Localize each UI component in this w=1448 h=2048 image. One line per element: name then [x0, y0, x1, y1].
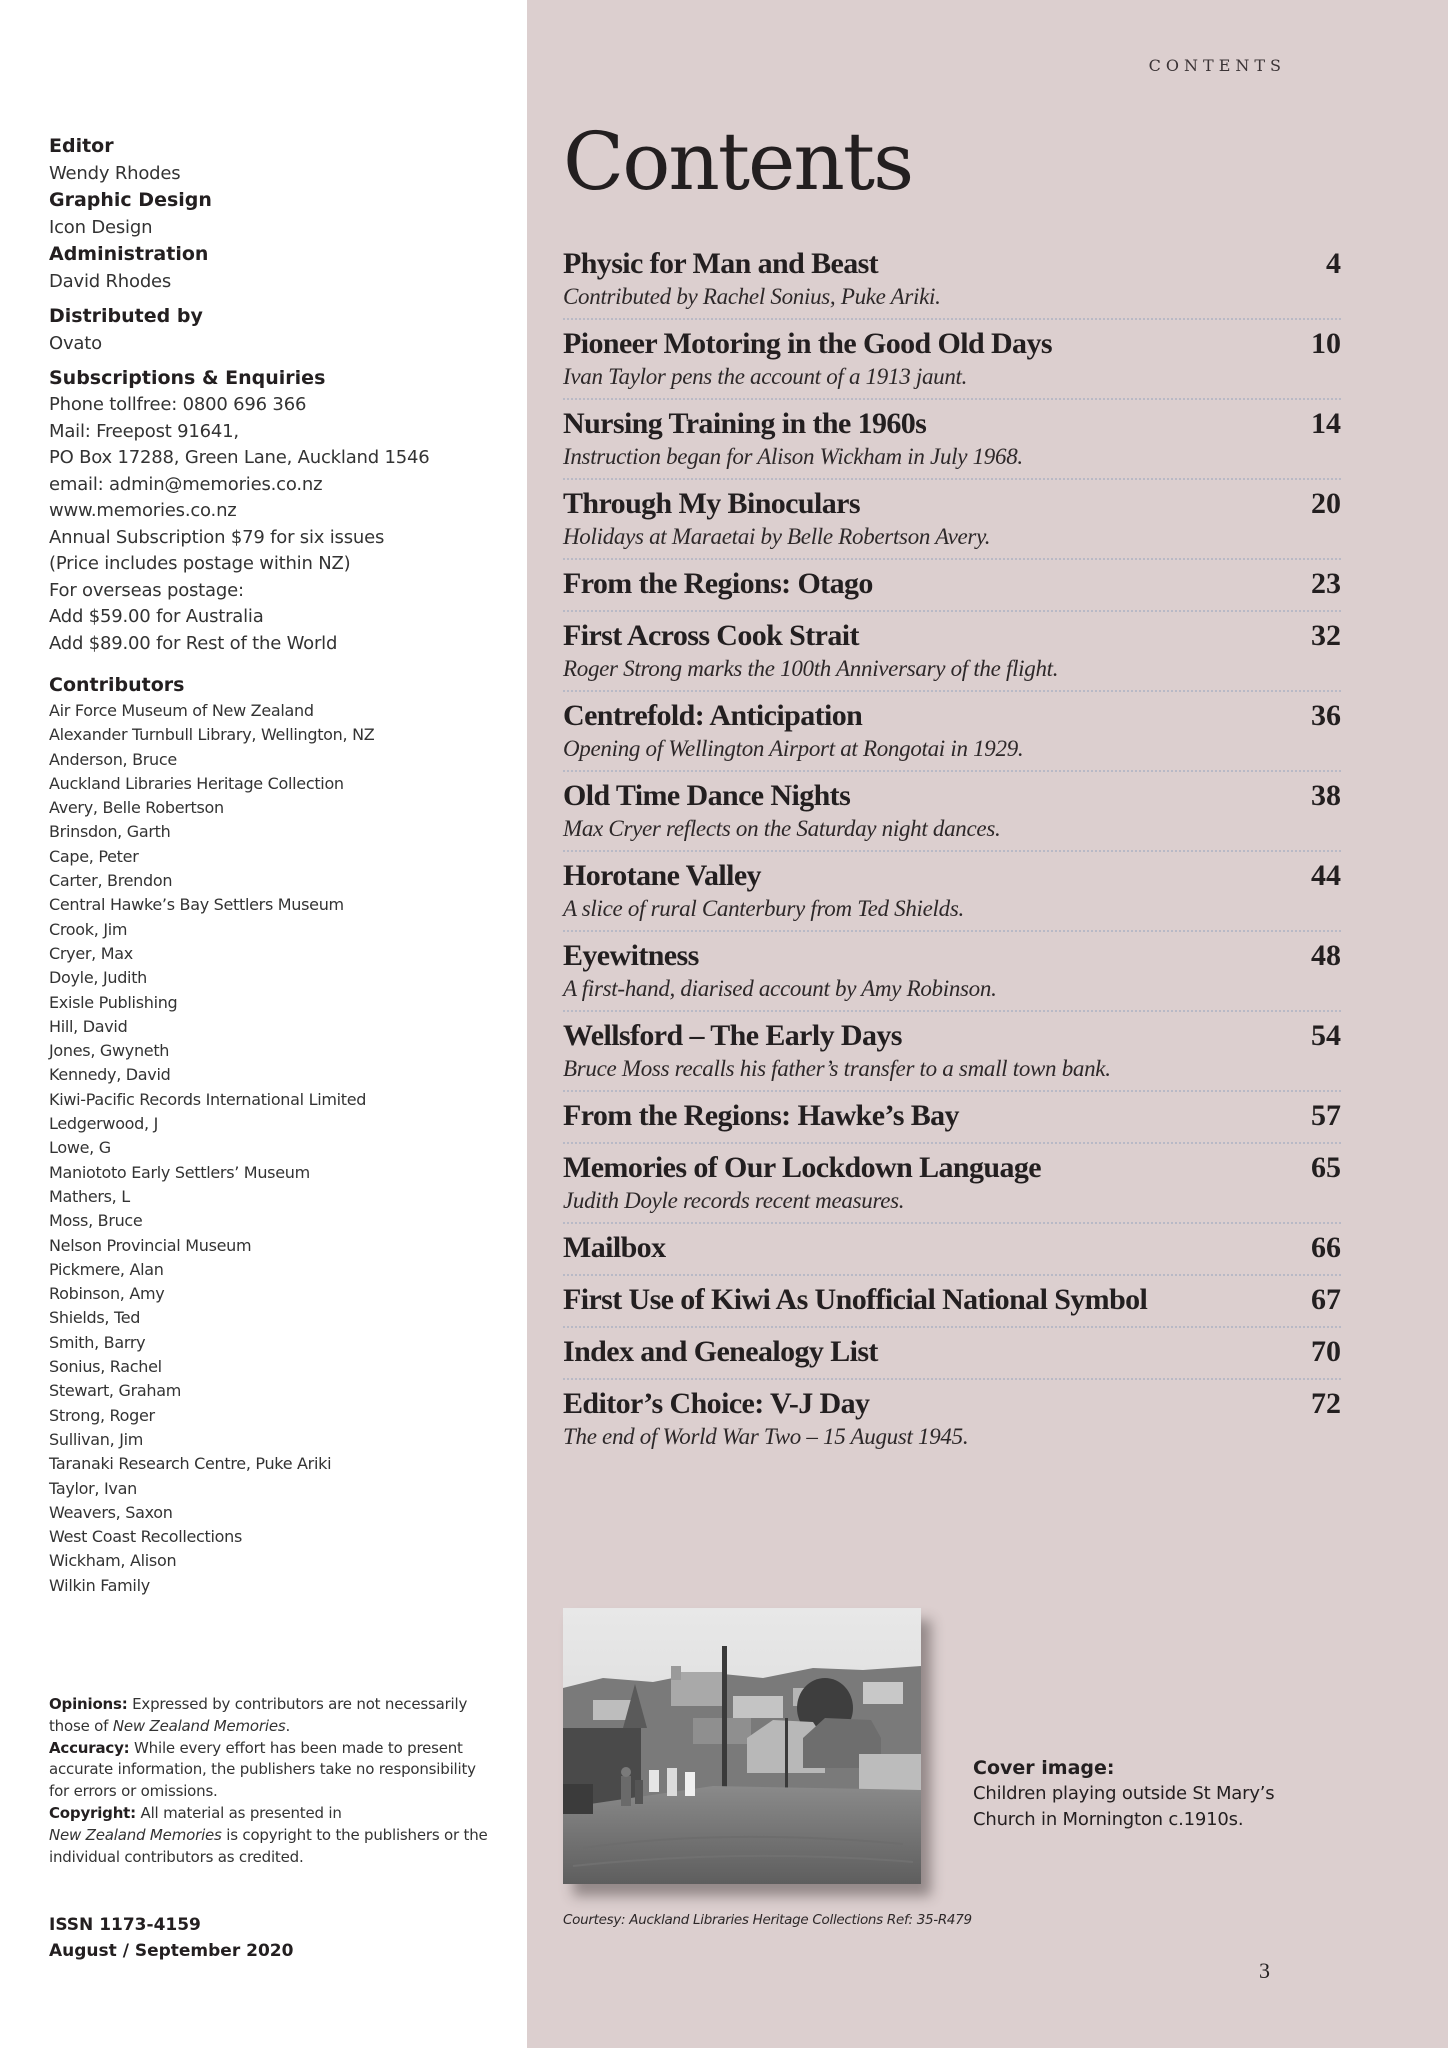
- issue-info: [49, 1912, 293, 1964]
- contributor-item: Weavers, Saxon: [49, 1502, 173, 1522]
- toc-entry[interactable]: [563, 852, 1341, 932]
- toc-entry-title[interactable]: First Across Cook Strait: [563, 619, 859, 652]
- contributor-item: Sonius, Rachel: [49, 1357, 162, 1377]
- contributor-item: Ledgerwood, J: [49, 1114, 159, 1134]
- toc-entry-row: [563, 325, 1341, 363]
- toc-entry-description: Opening of Wellington Airport at Rongotai in 1929.: [563, 736, 1024, 761]
- toc-entry-row: [563, 565, 1341, 603]
- contributor-item: Central Hawke’s Bay Settlers Museum: [49, 895, 344, 915]
- contributor-item: Stewart, Graham: [49, 1381, 182, 1401]
- toc-entry-title[interactable]: Mailbox: [563, 1231, 666, 1264]
- toc-entry-row: [563, 405, 1341, 443]
- toc-entry[interactable]: [563, 240, 1341, 320]
- toc-entry-description: Instruction began for Alison Wickham in July 1968.: [563, 444, 1023, 469]
- toc-entry-page: 4: [1326, 247, 1341, 280]
- toc-entry-page: 36: [1311, 699, 1341, 732]
- opinions-end: .: [285, 1716, 291, 1735]
- toc-entry[interactable]: [563, 480, 1341, 560]
- toc-entry-title[interactable]: Centrefold: Anticipation: [563, 699, 863, 732]
- toc-entry-page: 70: [1311, 1335, 1341, 1368]
- copyright-text: All material as presented in: [135, 1803, 342, 1822]
- contributor-item: Air Force Museum of New Zealand: [49, 701, 314, 720]
- page-number: 3: [1259, 1958, 1270, 1983]
- accuracy-text: While every effort has been made to present accurate information, the publishers take no responsibility for errors or omissions.: [49, 1738, 476, 1801]
- subscriptions-line: For overseas postage:: [49, 579, 244, 601]
- toc-entry-description: A first-hand, diarised account by Amy Robinson.: [563, 976, 997, 1001]
- contributor-item: Strong, Roger: [49, 1405, 155, 1425]
- toc-entry-title[interactable]: From the Regions: Otago: [563, 567, 873, 600]
- toc-entry[interactable]: [563, 1144, 1341, 1224]
- photo-credit: Courtesy: Auckland Libraries Heritage Collections Ref: 35-R479: [563, 1912, 972, 1928]
- subscriptions-label: Subscriptions & Enquiries: [49, 367, 326, 389]
- publication-name: New Zealand Memories: [112, 1716, 286, 1735]
- contributor-item: Pickmere, Alan: [49, 1259, 164, 1279]
- contributor-item: Lowe, G: [49, 1138, 111, 1158]
- contributor-item: Anderson, Bruce: [49, 749, 177, 769]
- toc-entry[interactable]: [563, 932, 1341, 1012]
- cover-caption-text: Children playing outside St Mary’s Church in Mornington c.1910s.: [973, 1783, 1275, 1830]
- toc-entry-row: [563, 697, 1341, 735]
- toc-entry[interactable]: [563, 692, 1341, 772]
- toc-entry-title[interactable]: Nursing Training in the 1960s: [563, 407, 927, 440]
- contributor-item: Cryer, Max: [49, 943, 133, 963]
- subscriptions-line: PO Box 17288, Green Lane, Auckland 1546: [49, 447, 430, 468]
- distributed-label: Distributed by: [49, 305, 203, 327]
- contributor-item: Mathers, L: [49, 1186, 130, 1206]
- contributor-item: West Coast Recollections: [49, 1527, 243, 1547]
- toc-entry[interactable]: [563, 772, 1341, 852]
- contributor-item: Robinson, Amy: [49, 1284, 165, 1304]
- cover-caption-label: Cover image:: [973, 1757, 1115, 1779]
- toc-entry-page: 20: [1311, 487, 1341, 520]
- toc-entry-title[interactable]: Physic for Man and Beast: [563, 247, 879, 280]
- publication-name: New Zealand Memories: [49, 1825, 222, 1844]
- toc-entry[interactable]: [563, 1276, 1341, 1328]
- contributor-item: Kennedy, David: [49, 1065, 171, 1085]
- admin-label: Administration: [49, 243, 209, 265]
- contributor-item: Kiwi-Pacific Records International Limited: [49, 1089, 367, 1109]
- subscriptions-line: Add $59.00 for Australia: [49, 606, 264, 627]
- toc-entry-description: Roger Strong marks the 100th Anniversary of the flight.: [563, 656, 1059, 681]
- toc-entry[interactable]: [563, 1224, 1341, 1276]
- editor-name: Wendy Rhodes: [49, 163, 181, 184]
- running-head: CONTENTS: [1148, 56, 1286, 75]
- toc-entry-title[interactable]: Old Time Dance Nights: [563, 779, 851, 812]
- contributor-item: Alexander Turnbull Library, Wellington, NZ: [49, 725, 375, 745]
- toc-entry-row: [563, 1149, 1341, 1187]
- contributor-item: Doyle, Judith: [49, 968, 148, 988]
- toc-entry-row: [563, 1333, 1341, 1371]
- contributor-item: Sullivan, Jim: [49, 1429, 144, 1449]
- contributor-item: Maniototo Early Settlers’ Museum: [49, 1162, 310, 1182]
- subscriptions-line: (Price includes postage within NZ): [49, 553, 351, 574]
- masthead-column: [0, 0, 527, 2048]
- contributor-item: Brinsdon, Garth: [49, 822, 171, 842]
- toc-entry-description: Contributed by Rachel Sonius, Puke Ariki.: [563, 284, 941, 309]
- toc-entry-row: [563, 485, 1341, 523]
- issn-number: ISSN 1173-4159: [49, 1915, 201, 1935]
- accuracy-label: Accuracy:: [49, 1738, 130, 1757]
- toc-entry-page: 32: [1311, 619, 1341, 652]
- opinions-label: Opinions:: [49, 1695, 128, 1713]
- contributor-item: Hill, David: [49, 1016, 128, 1036]
- toc-entry-page: 66: [1311, 1231, 1341, 1264]
- toc-entry-row: [563, 245, 1341, 283]
- toc-entry-page: 38: [1311, 779, 1341, 812]
- email-link[interactable]: email: admin@memories.co.nz: [49, 473, 323, 495]
- toc-entry-description: Bruce Moss recalls his father’s transfer to a small town bank.: [563, 1056, 1111, 1081]
- contributor-item: Taranaki Research Centre, Puke Ariki: [49, 1454, 332, 1474]
- cover-photo: [563, 1608, 921, 1884]
- toc-entry-row: [563, 777, 1341, 815]
- toc-entry-row: [563, 1281, 1341, 1319]
- toc-entry[interactable]: [563, 612, 1341, 692]
- toc-entry[interactable]: [563, 1092, 1341, 1144]
- design-label: Graphic Design: [49, 189, 212, 211]
- contributors-label: Contributors: [49, 674, 185, 696]
- toc-entry-page: 44: [1311, 859, 1341, 892]
- contributor-item: Moss, Bruce: [49, 1211, 143, 1231]
- toc-entry-title[interactable]: Wellsford – The Early Days: [563, 1019, 902, 1052]
- toc-entry-title[interactable]: Eyewitness: [563, 939, 699, 972]
- copyright-text-continued: is copyright to the publishers or the individual contributors as credited.: [49, 1825, 488, 1866]
- subscriptions-details: [49, 392, 519, 657]
- toc-entry[interactable]: [563, 1328, 1341, 1380]
- toc-entry[interactable]: [563, 1380, 1341, 1458]
- contributor-item: Jones, Gwyneth: [49, 1041, 170, 1061]
- toc-entry-description: Ivan Taylor pens the account of a 1913 jaunt.: [563, 364, 968, 389]
- toc-entry-row: [563, 617, 1341, 655]
- toc-entry-title[interactable]: Index and Genealogy List: [563, 1335, 878, 1368]
- toc-entry-title[interactable]: Through My Binoculars: [563, 487, 860, 520]
- toc-entry-page: 67: [1311, 1283, 1341, 1316]
- toc-entry-row: [563, 937, 1341, 975]
- toc-entry[interactable]: [563, 320, 1341, 400]
- toc-entry-page: 65: [1311, 1151, 1341, 1184]
- contents-panel: [527, 0, 1448, 2048]
- toc-entry-page: 72: [1311, 1387, 1341, 1420]
- toc-entry-row: [563, 857, 1341, 895]
- toc-entry-title[interactable]: Pioneer Motoring in the Good Old Days: [563, 327, 1052, 360]
- cover-photo-image: [563, 1608, 921, 1884]
- issue-date: August / September 2020: [49, 1941, 294, 1961]
- masthead: [49, 133, 519, 1598]
- toc-entry-row: [563, 1229, 1341, 1267]
- toc-entry-page: 48: [1311, 939, 1341, 972]
- contributor-item: Smith, Barry: [49, 1332, 146, 1352]
- disclaimer-notes: [49, 1694, 499, 1868]
- contributor-item: Wilkin Family: [49, 1575, 150, 1595]
- toc-entry-description: Holidays at Maraetai by Belle Robertson Avery.: [563, 524, 991, 549]
- contributor-item: Crook, Jim: [49, 919, 128, 939]
- contributor-item: Nelson Provincial Museum: [49, 1235, 252, 1255]
- table-of-contents: [563, 240, 1341, 1458]
- toc-entry-description: Max Cryer reflects on the Saturday night dances.: [563, 816, 1001, 841]
- toc-entry-title[interactable]: Editor’s Choice: V-J Day: [563, 1387, 870, 1420]
- toc-entry-title[interactable]: Memories of Our Lockdown Language: [563, 1151, 1041, 1184]
- toc-entry[interactable]: [563, 560, 1341, 612]
- page-title: Contents: [563, 115, 913, 208]
- contributor-item: Shields, Ted: [49, 1308, 141, 1328]
- toc-entry-description: The end of World War Two – 15 August 1945.: [563, 1424, 969, 1449]
- toc-entry-title[interactable]: First Use of Kiwi As Unofficial National Symbol: [563, 1283, 1148, 1316]
- subscriptions-line: Add $89.00 for Rest of the World: [49, 632, 338, 654]
- toc-entry-page: 57: [1311, 1099, 1341, 1132]
- toc-entry-description: Judith Doyle records recent measures.: [563, 1188, 905, 1213]
- toc-entry-page: 54: [1311, 1019, 1341, 1052]
- contributor-item: Carter, Brendon: [49, 871, 173, 891]
- subscriptions-line: Annual Subscription $79 for six issues: [49, 526, 385, 548]
- opinions-text: Expressed by contributors are not necessarily those of: [49, 1695, 468, 1735]
- contributor-item: Auckland Libraries Heritage Collection: [49, 773, 344, 793]
- contributor-item: Cape, Peter: [49, 846, 139, 866]
- toc-entry-page: 23: [1311, 567, 1341, 600]
- toc-entry-row: [563, 1017, 1341, 1055]
- admin-name: David Rhodes: [49, 271, 172, 292]
- toc-entry-page: 10: [1311, 327, 1341, 360]
- contributor-item: Wickham, Alison: [49, 1551, 177, 1571]
- toc-entry-row: [563, 1097, 1341, 1135]
- contributor-item: Avery, Belle Robertson: [49, 798, 224, 818]
- toc-entry[interactable]: [563, 400, 1341, 480]
- toc-entry-page: 14: [1311, 407, 1341, 440]
- toc-entry-row: [563, 1385, 1341, 1423]
- subscriptions-line: Mail: Freepost 91641,: [49, 420, 239, 442]
- website-link[interactable]: www.memories.co.nz: [49, 500, 237, 521]
- toc-entry-title[interactable]: Horotane Valley: [563, 859, 761, 892]
- contributors-list: [49, 699, 519, 1598]
- toc-entry-title[interactable]: From the Regions: Hawke’s Bay: [563, 1099, 959, 1132]
- contributor-item: Taylor, Ivan: [49, 1478, 137, 1498]
- editor-label: Editor: [49, 135, 114, 157]
- toc-entry-description: A slice of rural Canterbury from Ted Shields.: [563, 896, 964, 921]
- cover-caption: [973, 1756, 1333, 1833]
- design-name: Icon Design: [49, 217, 153, 238]
- toc-entry[interactable]: [563, 1012, 1341, 1092]
- subscriptions-line: Phone tollfree: 0800 696 366: [49, 394, 307, 415]
- distributor-name: Ovato: [49, 333, 102, 354]
- contributor-item: Exisle Publishing: [49, 992, 178, 1012]
- copyright-label: Copyright:: [49, 1803, 136, 1822]
